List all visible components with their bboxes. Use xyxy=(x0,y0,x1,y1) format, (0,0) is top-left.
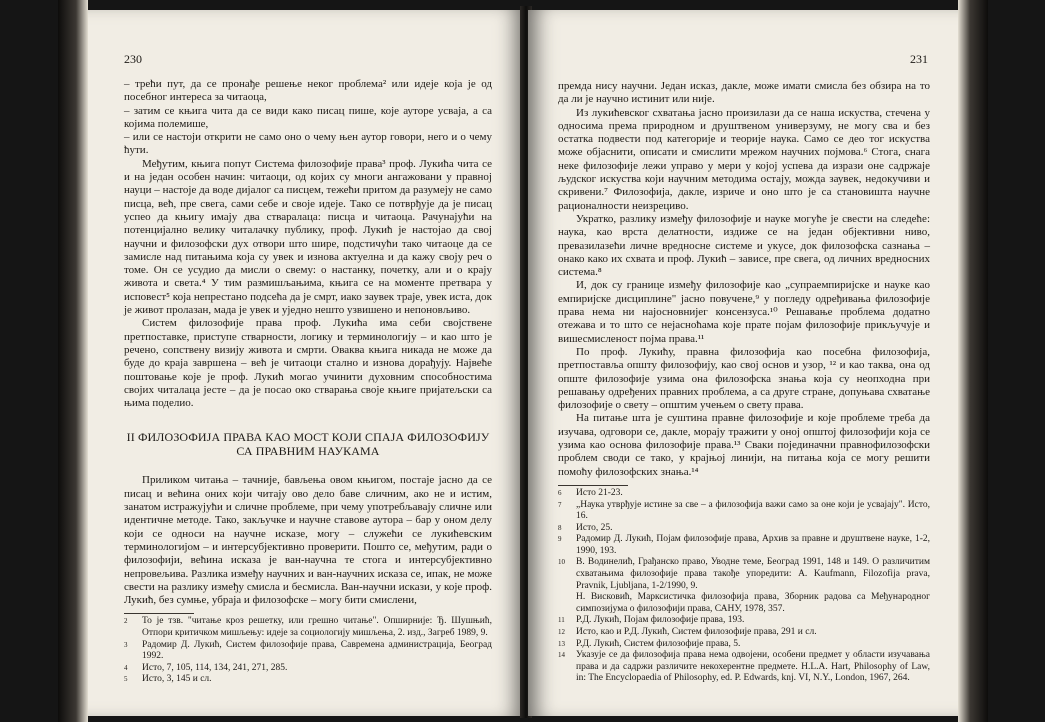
paragraph: премда нису научни. Један исказ, дакле, може имати смисла без обзира на то да ли је научно истинит или није. xyxy=(558,80,930,106)
footnote xyxy=(558,534,930,557)
footnote-number: 2 xyxy=(124,617,128,626)
section-heading-line2: СА ПРАВНИМ НАУКАМА xyxy=(236,444,380,459)
footnote-number: 14 xyxy=(558,651,565,660)
footnote-number: 5 xyxy=(124,675,128,684)
footnote xyxy=(124,616,492,639)
footnote-text: Радомир Д. Лукић, Појам филозофије права, Архив за правне и друштвене науке, 1-2, 1990, 193. xyxy=(576,534,930,556)
footnote xyxy=(558,500,930,523)
footnote-number xyxy=(558,592,576,615)
footnote xyxy=(124,663,492,675)
left-text-column xyxy=(124,78,492,686)
footnote xyxy=(558,488,930,500)
right-page xyxy=(528,10,958,716)
footnote xyxy=(558,650,930,685)
footnote-rule xyxy=(124,613,194,614)
footnote-text: Н. Висковић, Марксистичка филозофија права, Зборник радова са Међународног симпозијума о филозофији права, САНУ, 1978, 357. xyxy=(576,592,930,614)
paragraph: Из лукићевског схватања јасно произилази да се наша искуства, стечена у односима према природном и друштвеном универзуму, не могу сва и без остатка подвести под категорије и теорије наука. Само се део тог искуства може објаснити, описати и смислити мрежом научних појмова.⁶ Стога, снага неке филозофије лежи управо у мери у којој успева да изрази оне садржаје људског искуства који научним методима остају, можда заувек, недокучиви и скривени.⁷ Филозофија, дакле, изриче и оно што је са становишта научне рационалности неизрециво. xyxy=(558,106,930,212)
footnote-number: 3 xyxy=(124,640,128,649)
footnote-text: Исто, 25. xyxy=(576,522,613,533)
footnote-number: 9 xyxy=(558,535,562,544)
footnote-text: Р.Д. Лукић, Систем филозофије права, 5. xyxy=(576,638,741,649)
paragraph: Приликом читања – тачније, бављења овом књигом, постаје јасно да се писац и већина оних који читају ово дело баве сличним, ако не и истим, занатом истражујући и сличне проблеме, при чему употребљавају сличне или идентичне методе. Тако, закључке и научне ставове аутора – бар у оном делу који се односи на научне исказе, могу – служећи се лукићевским терминологијом – и интерсубјективно проверити. Пошто се, међутим, ради о филозофији, већина исказа је ван-научна те стога и интерсубјективно непровељива. Разлика између научних и ван-научних исказа се, ипак, не може свести на разлику између смисла и бесмисла. Ван-научни искази, у које проф. Лукић, без сумње, убраја и филозофске – могу бити смислени, xyxy=(124,474,492,607)
footnote xyxy=(558,592,930,615)
paragraph: – трећи пут, да се пронађе решење неког проблема² или идеје која је од посебног интереса за читаоца, xyxy=(124,78,492,104)
paragraph: На питање шта је суштина правне филозофије и које проблеме треба да изучава, одговори се, дакле, морају тражити у оној општој филозофији која се узима као основа филозофије права.¹³ Сваки појединачни правнофилозофски проблем своди се тако, у крајњој линији, на питања која се могу решити помоћу филозофских знања.¹⁴ xyxy=(558,412,930,478)
footnote xyxy=(558,639,930,651)
footnote-text: То је тзв. "читање кроз решетку, или грешно читање". Опширније: Ђ. Шушњић, Отпори критичком мишљењу: идеје за социологију мишљења, 2. изд., Загреб 1989, 9. xyxy=(142,616,492,638)
footnote-number: 7 xyxy=(558,500,562,509)
footnote-number: 13 xyxy=(558,639,565,648)
footnote-number: 6 xyxy=(558,488,562,497)
footnote-text: Указује се да филозофија права нема одвојени, особени предмет у области изучавања права и да садржи различите некохерентне предмете. H.L.A. Hart, Philosophy of Law, in: The Encyclopaedia of Philosophy, ed. P. Edwards, knj. VI, N.Y., London, 1967, 264. xyxy=(576,650,930,684)
footnote-text: Р.Д. Лукић, Појам филозофије права, 193. xyxy=(576,615,745,626)
footnote-text: Исто, 3, 145 и сл. xyxy=(142,674,212,685)
paragraph: По проф. Лукићу, правна филозофија као посебна филозофија, претпоставља општу филозофију, као свој основ и узор, ¹² и као таква, она од опште филозофије узима она филозофска знања која су неопходна при решавању одређених правних проблема, а са друге стране, допуњава схватање филозофије о свету – општим учењем о свету права. xyxy=(558,345,930,412)
footnote-number: 4 xyxy=(124,663,128,672)
paragraph: Систем филозофије права проф. Лукића има себи својствене претпоставке, приступе стварности, логику и терминологију – и као што је речено, сопствену визију живота и смрти. Оваква књига никада не може да буде до краја завршена – већ је читаоци стално и изнова дорађују. Највеће поштовање које је проф. Лукић могао учинити духовним способностима својих читалаца јесте – да је посао око стварања своје књиге пријатељски са њима поделио. xyxy=(124,317,492,410)
footnote-text: Исто, 7, 105, 114, 134, 241, 271, 285. xyxy=(142,662,288,673)
footnote-text: Радомир Д. Лукић, Систем филозофије права, Савремена администрација, Београд 1992. xyxy=(142,639,492,662)
paragraph: И, док су границе између филозофије као „супраемпиријске и науке као емпиријске дисциплине" јасно повучене,⁹ у погледу одређивања филозофије права нема ни најосновнијег консензуса.¹⁰ Решавање проблема додатно отежава и то што се нејасноћама које прате појам филозофије прикључује и вишесмисленост појма права.¹¹ xyxy=(558,279,930,345)
footnote-text: В. Водинелић, Грађанско право, Уводне теме, Београд 1991, 148 и 149. О различитим схватањима филозофије права такође упоредити: A. Kaufmann, Filozofija prava, Pravnik, Ljubljana, 1-2/1990, 9. xyxy=(576,557,930,591)
paragraph: Укратко, разлику између филозофије и науке могуће је свести на следеће: наука, као врста делатности, издиже се на један објективни ниво, превазилазећи личне вредносне системе и укусе, док филозофска сазнања – онако како их схвата и проф. Лукић – зависе, пре свега, од личних вредносних система.⁸ xyxy=(558,212,930,279)
left-page xyxy=(88,10,524,716)
footnote xyxy=(124,674,492,686)
paragraph: – затим се књига чита да се види како писац пише, које ауторе усваја, а са којима полемише, xyxy=(124,104,492,130)
footnote xyxy=(124,640,492,663)
left-page-edges xyxy=(58,0,88,722)
footnote-number: 11 xyxy=(558,616,565,625)
footnote-text: Исто 21-23. xyxy=(576,487,623,498)
section-heading xyxy=(124,430,492,458)
footnote-number: 8 xyxy=(558,523,562,532)
footnote xyxy=(558,557,930,592)
footnote-text: „Наука утврђује истине за све – а филозофија важи само за оне који је усвајају". Исто, 16. xyxy=(576,499,930,522)
right-text-column xyxy=(558,80,930,685)
paragraph: – или се настоји открити не само оно о чему њен аутор говори, него и о чему ћути. xyxy=(124,131,492,157)
footnote xyxy=(558,627,930,639)
footnotes xyxy=(124,616,492,686)
section-heading-line1: II ФИЛОЗОФИЈА ПРАВА КАО МОСТ КОЈИ СПАЈА ФИЛОЗОФИЈУ xyxy=(126,430,490,445)
paragraph: Међутим, књига попут Система филозофије права³ проф. Лукића чита се и на један особен начин: читаоци, од којих су многи ангажовани у правној науци – настоје да воде дијалог са писцем, тежећи притом да разумеју не само писца, већ, пре свега, сами себе и своје идеје. Тако се потврђује да је писац успео да књигу имају два стваралаца: писца и читаоца. Рачунајући на потенцијално велику читалачку публику, проф. Лукић је настојао да свој научни и филозофски дух отвори што шире, подстичући тако читаоце да се замисле над питањима која су увек и изнова актуелна и да кажу своју реч о томе. Он се усудио да мисли о свему: о настанку, почетку, али и о крају живота и света.⁴ У тим размишљањима, књига се на моменте претвара у исповест⁵ која непрестано подсећа да је смрт, иако заувек траје, увек иста, док је живот пролазан, мада је увек и уједно нешто узвишено и непоновљиво. xyxy=(124,157,492,317)
page-number: 231 xyxy=(910,52,928,66)
page-number: 230 xyxy=(124,52,142,66)
footnote xyxy=(558,615,930,627)
footnotes xyxy=(558,488,930,685)
footnote-number: 12 xyxy=(558,628,565,637)
footnote-text: Исто, као и Р.Д. Лукић, Систем филозофије права, 291 и сл. xyxy=(576,627,817,638)
footnote-rule xyxy=(558,485,628,486)
right-page-edges xyxy=(958,0,988,722)
footnote-number: 10 xyxy=(558,558,565,567)
footnote xyxy=(558,523,930,535)
